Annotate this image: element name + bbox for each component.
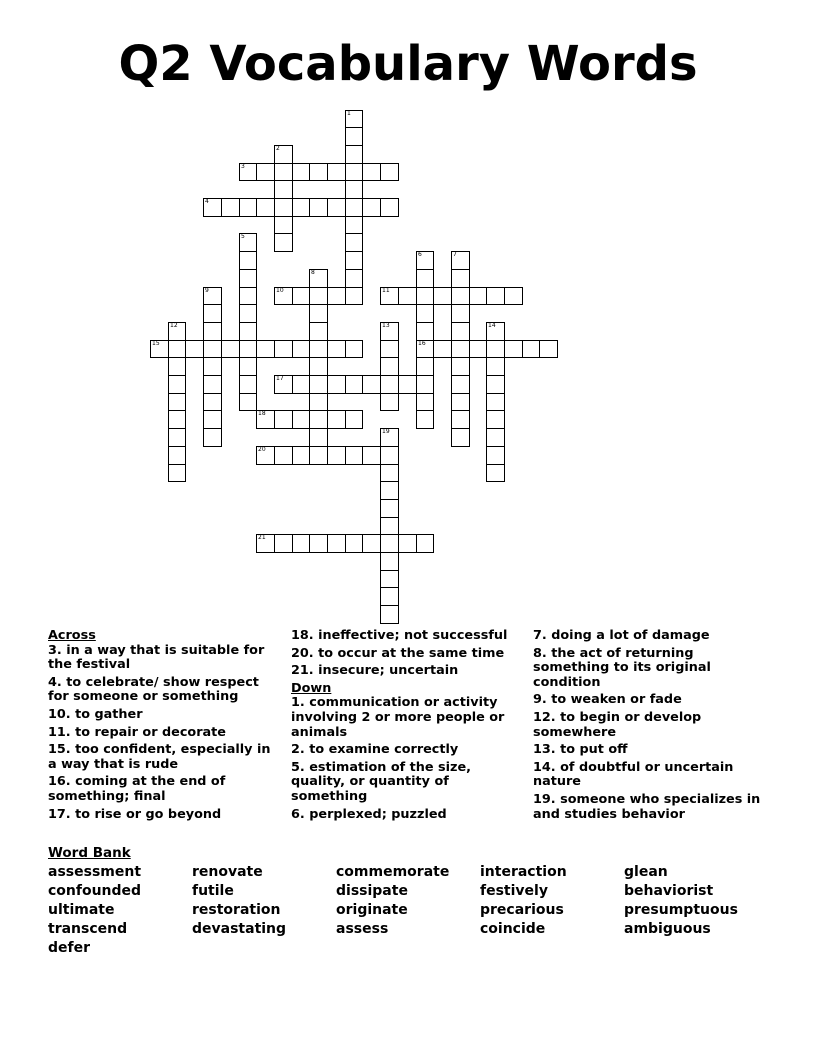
clue-text: coming at the end of something; final	[48, 774, 226, 804]
grid-cell[interactable]	[522, 340, 540, 358]
down-clue	[291, 761, 521, 805]
grid-cell[interactable]	[345, 251, 363, 270]
word-bank-item: devastating	[192, 921, 287, 937]
grid-cell[interactable]	[416, 534, 434, 553]
grid-cell[interactable]	[345, 375, 363, 394]
clues-column-1	[48, 629, 273, 825]
clue-number: 4	[205, 198, 209, 205]
across-clue	[48, 676, 273, 705]
grid-cell[interactable]	[309, 269, 328, 288]
clues-column-2	[291, 629, 521, 825]
grid-cell[interactable]	[416, 357, 434, 376]
clue-text: to weaken or fade	[551, 692, 682, 708]
grid-cell[interactable]	[327, 410, 346, 429]
clue-text: to celebrate/ show respect for someone or something	[48, 674, 259, 705]
across-clue	[48, 743, 273, 772]
grid-cell[interactable]	[451, 322, 470, 341]
across-clue	[48, 708, 273, 723]
clue-text: the act of returning something to its original condition	[533, 645, 711, 690]
word-bank-item: assess	[336, 921, 389, 937]
grid-cell[interactable]	[345, 216, 363, 234]
grid-cell[interactable]	[486, 322, 505, 341]
grid-cell[interactable]	[416, 287, 434, 305]
grid-cell[interactable]	[486, 393, 505, 411]
grid-cell[interactable]	[203, 428, 222, 447]
word-bank-item: renovate	[192, 864, 263, 880]
word-bank-item: coincide	[480, 921, 546, 937]
grid-cell[interactable]	[256, 446, 275, 465]
across-clue	[48, 808, 273, 823]
clue-number: 15.	[48, 742, 76, 758]
grid-cell[interactable]	[486, 340, 505, 358]
grid-cell[interactable]	[362, 534, 381, 553]
word-bank-item: assessment	[48, 864, 142, 880]
clue-number: 2.	[291, 742, 310, 758]
grid-cell[interactable]	[203, 287, 222, 305]
down-header: Down	[291, 680, 332, 696]
grid-cell[interactable]	[398, 287, 417, 305]
grid-cell[interactable]	[380, 357, 399, 376]
clue-number: 19.	[533, 791, 561, 807]
word-bank-item: confounded	[48, 883, 142, 899]
grid-cell[interactable]	[327, 287, 346, 305]
grid-cell[interactable]	[168, 464, 186, 482]
grid-cell[interactable]	[309, 322, 328, 341]
grid-cell[interactable]	[239, 233, 257, 252]
across-clue	[291, 629, 521, 644]
grid-cell[interactable]	[345, 410, 363, 429]
clue-number: 1	[347, 110, 351, 117]
grid-cell[interactable]	[345, 233, 363, 252]
clue-number: 10	[276, 287, 284, 294]
grid-cell[interactable]	[256, 410, 275, 429]
word-bank-item: transcend	[48, 921, 128, 937]
clue-number: 11.	[48, 724, 76, 740]
grid-cell[interactable]	[274, 216, 293, 234]
clue-number: 15	[152, 340, 160, 347]
word-bank-item: ambiguous	[624, 921, 711, 937]
grid-cell[interactable]	[239, 357, 257, 376]
grid-cell[interactable]	[380, 517, 399, 535]
grid-cell[interactable]	[274, 534, 293, 553]
clue-number: 13.	[533, 742, 561, 758]
grid-cell[interactable]	[380, 499, 399, 518]
grid-cell[interactable]	[203, 198, 222, 217]
word-bank-item: originate	[336, 902, 408, 918]
clue-text: to put off	[560, 742, 628, 758]
grid-cell[interactable]	[292, 446, 310, 465]
grid-cell[interactable]	[486, 464, 505, 482]
clue-number: 19	[382, 428, 390, 435]
clue-text: of doubtful or uncertain nature	[533, 759, 734, 790]
grid-cell[interactable]	[380, 428, 399, 447]
across-clue	[291, 647, 521, 662]
grid-cell[interactable]	[380, 464, 399, 482]
across-clue	[48, 644, 273, 673]
clue-number: 20	[258, 446, 266, 453]
grid-cell[interactable]	[327, 198, 346, 217]
grid-cell[interactable]	[380, 393, 399, 411]
clue-number: 10.	[48, 706, 76, 722]
grid-cell[interactable]	[203, 375, 222, 394]
grid-cell[interactable]	[451, 340, 470, 358]
grid-cell[interactable]	[274, 180, 293, 199]
grid-cell[interactable]	[345, 269, 363, 288]
clue-text: to examine correctly	[309, 742, 459, 758]
grid-cell[interactable]	[451, 357, 470, 376]
grid-cell[interactable]	[345, 110, 363, 128]
grid-cell[interactable]	[309, 428, 328, 447]
grid-cell[interactable]	[345, 127, 363, 146]
across-clue	[291, 664, 521, 679]
grid-cell[interactable]	[309, 304, 328, 323]
grid-cell[interactable]	[239, 340, 257, 358]
clue-number: 12	[170, 322, 178, 329]
grid-cell[interactable]	[309, 375, 328, 394]
word-bank-item: defer	[48, 940, 91, 956]
clue-text: to occur at the same time	[318, 645, 505, 661]
grid-cell[interactable]	[345, 180, 363, 199]
grid-cell[interactable]	[416, 322, 434, 341]
grid-cell[interactable]	[309, 357, 328, 376]
grid-cell[interactable]	[469, 340, 487, 358]
grid-cell[interactable]	[416, 393, 434, 411]
grid-cell[interactable]	[292, 340, 310, 358]
grid-cell[interactable]	[362, 375, 381, 394]
clue-number: 7	[453, 251, 457, 258]
grid-cell[interactable]	[256, 198, 275, 217]
grid-cell[interactable]	[309, 446, 328, 465]
clue-number: 3.	[48, 642, 67, 658]
clue-text: doing a lot of damage	[551, 628, 710, 643]
word-bank-item: glean	[624, 864, 668, 880]
grid-cell[interactable]	[380, 481, 399, 500]
grid-cell[interactable]	[292, 163, 310, 181]
clue-text: insecure; uncertain	[318, 663, 459, 679]
clue-text: to rise or go beyond	[75, 806, 222, 822]
grid-cell[interactable]	[362, 198, 381, 217]
grid-cell[interactable]	[292, 198, 310, 217]
grid-cell[interactable]	[362, 446, 381, 465]
grid-cell[interactable]	[309, 163, 328, 181]
grid-cell[interactable]	[398, 375, 417, 394]
grid-cell[interactable]	[486, 375, 505, 394]
clue-number: 9.	[533, 692, 552, 708]
grid-cell[interactable]	[327, 446, 346, 465]
down-clue	[291, 808, 521, 823]
down-clue	[533, 711, 763, 740]
clue-number: 9	[205, 287, 209, 294]
clue-number: 3	[241, 163, 245, 170]
clue-text: perplexed; puzzled	[309, 806, 447, 822]
grid-cell[interactable]	[168, 446, 186, 465]
grid-cell[interactable]	[380, 552, 399, 571]
grid-cell[interactable]	[504, 340, 523, 358]
grid-cell[interactable]	[292, 534, 310, 553]
page-title: Q2 Vocabulary Words	[118, 36, 698, 92]
clue-text: to repair or decorate	[75, 724, 226, 740]
across-clue	[48, 726, 273, 741]
grid-cell[interactable]	[203, 410, 222, 429]
word-bank-item: precarious	[480, 902, 564, 918]
grid-cell[interactable]	[221, 198, 240, 217]
grid-cell[interactable]	[239, 393, 257, 411]
grid-cell[interactable]	[150, 340, 169, 358]
grid-cell[interactable]	[380, 446, 399, 465]
grid-cell[interactable]	[345, 287, 363, 305]
word-bank-item: festively	[480, 883, 548, 899]
grid-cell[interactable]	[345, 534, 363, 553]
clue-number: 14	[488, 322, 496, 329]
grid-cell[interactable]	[309, 287, 328, 305]
word-bank-item: dissipate	[336, 883, 408, 899]
grid-cell[interactable]	[292, 375, 310, 394]
grid-cell[interactable]	[380, 605, 399, 624]
grid-cell[interactable]	[345, 340, 363, 358]
grid-cell[interactable]	[362, 163, 381, 181]
grid-cell[interactable]	[469, 287, 487, 305]
grid-cell[interactable]	[486, 410, 505, 429]
grid-cell[interactable]	[433, 340, 452, 358]
grid-cell[interactable]	[274, 233, 293, 252]
grid-cell[interactable]	[451, 393, 470, 411]
word-bank-item: restoration	[192, 902, 281, 918]
grid-cell[interactable]	[451, 251, 470, 270]
grid-cell[interactable]	[309, 198, 328, 217]
grid-cell[interactable]	[168, 357, 186, 376]
grid-cell[interactable]	[309, 410, 328, 429]
grid-cell[interactable]	[416, 340, 434, 358]
clue-number: 13	[382, 322, 390, 329]
clue-number: 5.	[291, 759, 310, 775]
grid-cell[interactable]	[327, 534, 346, 553]
down-clue	[533, 693, 763, 708]
grid-cell[interactable]	[345, 198, 363, 217]
grid-cell[interactable]	[380, 534, 399, 553]
grid-cell[interactable]	[486, 428, 505, 447]
down-clue	[533, 743, 763, 758]
grid-cell[interactable]	[486, 287, 505, 305]
grid-cell[interactable]	[380, 340, 399, 358]
grid-cell[interactable]	[327, 163, 346, 181]
clue-number: 12.	[533, 709, 561, 725]
grid-cell[interactable]	[345, 145, 363, 164]
down-clue	[533, 761, 763, 790]
grid-cell[interactable]	[274, 163, 293, 181]
grid-cell[interactable]	[203, 357, 222, 376]
grid-cell[interactable]	[380, 287, 399, 305]
grid-cell[interactable]	[239, 251, 257, 270]
grid-cell[interactable]	[433, 287, 452, 305]
grid-cell[interactable]	[451, 287, 470, 305]
grid-cell[interactable]	[168, 322, 186, 341]
word-bank-item: futile	[192, 883, 234, 899]
grid-cell[interactable]	[274, 287, 293, 305]
word-bank-header: Word Bank	[48, 845, 131, 861]
clue-text: too confident, especially in a way that is rude	[48, 742, 271, 772]
grid-cell[interactable]	[416, 304, 434, 323]
clue-number: 11	[382, 287, 390, 294]
grid-cell[interactable]	[398, 534, 417, 553]
word-bank-item: commemorate	[336, 864, 450, 880]
grid-cell[interactable]	[416, 375, 434, 394]
grid-cell[interactable]	[380, 198, 399, 217]
grid-cell[interactable]	[168, 410, 186, 429]
clue-text: someone who specializes in and studies behavior	[533, 791, 761, 822]
grid-cell[interactable]	[380, 570, 399, 588]
clue-text: ineffective; not successful	[318, 628, 508, 643]
clue-number: 2	[276, 145, 280, 152]
grid-cell[interactable]	[292, 410, 310, 429]
grid-cell[interactable]	[168, 375, 186, 394]
grid-cell[interactable]	[185, 340, 204, 358]
clue-number: 17	[276, 375, 284, 382]
grid-cell[interactable]	[203, 340, 222, 358]
across-clue	[48, 775, 273, 804]
clue-number: 4.	[48, 674, 67, 690]
clue-number: 7.	[533, 628, 552, 643]
clue-number: 16.	[48, 774, 76, 790]
grid-cell[interactable]	[292, 287, 310, 305]
grid-cell[interactable]	[451, 375, 470, 394]
grid-cell[interactable]	[309, 393, 328, 411]
grid-cell[interactable]	[416, 410, 434, 429]
clue-number: 8	[311, 269, 315, 276]
grid-cell[interactable]	[309, 340, 328, 358]
word-bank-item: presumptuous	[624, 902, 738, 918]
down-clue	[533, 629, 763, 644]
grid-cell[interactable]	[451, 428, 470, 447]
clue-number: 17.	[48, 806, 76, 822]
grid-cell[interactable]	[256, 163, 275, 181]
grid-cell[interactable]	[203, 304, 222, 323]
grid-cell[interactable]	[345, 446, 363, 465]
grid-cell[interactable]	[327, 340, 346, 358]
clue-text: estimation of the size, quality, or quantity of something	[291, 759, 472, 804]
clues-column-3	[533, 629, 763, 825]
down-clue	[533, 647, 763, 691]
grid-cell[interactable]	[416, 251, 434, 270]
clue-number: 5	[241, 233, 245, 240]
clue-number: 21.	[291, 663, 319, 679]
grid-cell[interactable]	[239, 375, 257, 394]
grid-cell[interactable]	[274, 340, 293, 358]
clue-number: 14.	[533, 759, 561, 775]
down-clue	[291, 696, 521, 740]
grid-cell[interactable]	[203, 393, 222, 411]
grid-cell[interactable]	[380, 322, 399, 341]
grid-cell[interactable]	[309, 534, 328, 553]
word-bank-item: behaviorist	[624, 883, 714, 899]
grid-cell[interactable]	[239, 287, 257, 305]
grid-cell[interactable]	[486, 446, 505, 465]
grid-cell[interactable]	[380, 375, 399, 394]
grid-cell[interactable]	[486, 357, 505, 376]
clue-number: 20.	[291, 645, 319, 661]
grid-cell[interactable]	[451, 304, 470, 323]
grid-cell[interactable]	[203, 322, 222, 341]
word-bank-item: interaction	[480, 864, 567, 880]
clue-text: communication or activity involving 2 or more people or animals	[291, 695, 505, 740]
grid-cell[interactable]	[274, 446, 293, 465]
clue-number: 21	[258, 534, 266, 541]
grid-cell[interactable]	[416, 269, 434, 288]
clue-text: to begin or develop somewhere	[533, 709, 702, 740]
grid-cell[interactable]	[168, 340, 186, 358]
grid-cell[interactable]	[274, 375, 293, 394]
down-clue	[291, 743, 521, 758]
grid-cell[interactable]	[239, 269, 257, 288]
grid-cell[interactable]	[345, 163, 363, 181]
grid-cell[interactable]	[239, 304, 257, 323]
grid-cell[interactable]	[221, 340, 240, 358]
grid-cell[interactable]	[239, 198, 257, 217]
grid-cell[interactable]	[539, 340, 558, 358]
grid-cell[interactable]	[504, 287, 523, 305]
clue-number: 1.	[291, 695, 310, 711]
grid-cell[interactable]	[327, 375, 346, 394]
grid-cell[interactable]	[451, 410, 470, 429]
grid-cell[interactable]	[256, 534, 275, 553]
grid-cell[interactable]	[380, 587, 399, 606]
clue-number: 6	[418, 251, 422, 258]
clue-number: 18	[258, 410, 266, 417]
across-header: Across	[48, 628, 96, 643]
word-bank-item: ultimate	[48, 902, 115, 918]
clue-text: in a way that is suitable for the festival	[48, 642, 265, 673]
grid-cell[interactable]	[168, 393, 186, 411]
grid-cell[interactable]	[274, 145, 293, 164]
grid-cell[interactable]	[274, 410, 293, 429]
grid-cell[interactable]	[274, 198, 293, 217]
grid-cell[interactable]	[239, 322, 257, 341]
grid-cell[interactable]	[451, 269, 470, 288]
grid-cell[interactable]	[239, 163, 257, 181]
clue-text: to gather	[75, 706, 143, 722]
clue-number: 16	[418, 340, 426, 347]
clue-number: 18.	[291, 628, 319, 643]
grid-cell[interactable]	[380, 163, 399, 181]
down-clue	[533, 793, 763, 822]
grid-cell[interactable]	[256, 340, 275, 358]
clue-number: 6.	[291, 806, 310, 822]
clue-number: 8.	[533, 645, 552, 661]
grid-cell[interactable]	[168, 428, 186, 447]
